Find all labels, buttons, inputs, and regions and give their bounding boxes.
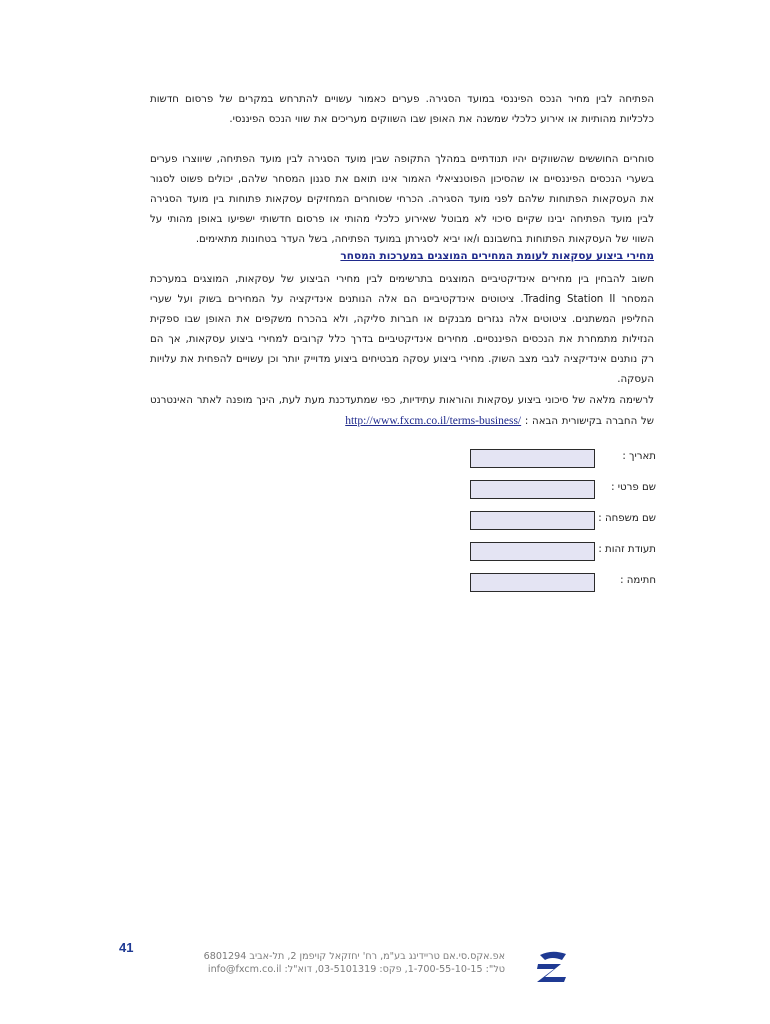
first-name-label: שם פרטי : bbox=[611, 482, 656, 493]
signature-field[interactable] bbox=[470, 573, 595, 592]
page-number: 41 bbox=[119, 940, 134, 955]
company-address bbox=[200, 950, 505, 976]
logo-emblem-icon bbox=[537, 952, 566, 982]
paragraph-prices bbox=[150, 270, 654, 390]
id-number-label: תעודת זהות : bbox=[598, 544, 656, 555]
paragraph-text: לרשימה מלאה של סיכוני ביצוע עסקאות והוראות עתידיות, כפי שמתעדכנת מעת לעת, הינך מופנה לאתר האינטרנט של החברה בקישורית הבאה : bbox=[150, 395, 654, 427]
fxcm-logo bbox=[536, 946, 660, 986]
paragraph-text: חשוב להבחין בין מחירים אינדיקטיביים המוצגים בתרשימים לבין מחירי הביצוע של עסקאות, המוצגים במערכת המסחר bbox=[150, 274, 654, 305]
paragraph-text: . ציטוטים אינדקטיביים הם אלה הנותנים אינדיקציה על המחירים בשוק ועל שערי החליפין המשתנים. ציטוטים אלה נגזרים מבנקים או חברות סליקה, ולא בהכרח משקפים את האופן שבו ספקית הנזילות מתמחרת את הנכסים הפיננסיים. מחירים אינדיקטיביים בדרך כלל קרובים למחירי ביצוע עסקאות, אך הם רק נותנים אינדיקציה לגבי מצב השוק. מחירי ביצוע עסקה מבטיחים ביצוע מדוייק יותר וכן עשויים להפחית את עלויות העסקה. bbox=[150, 294, 654, 385]
form-row-signature bbox=[470, 573, 660, 604]
date-field[interactable] bbox=[470, 449, 595, 468]
paragraph-text: הפתיחה לבין מחיר הנכס הפיננסי במועד הסגירה. פערים כאמור עשויים להתרחש במקרים של פרסום חדשות כלכליות מהותיות או אירוע כלכלי שמשנה את האופן שבו השווקים מעריכים את שווי הנכס הפיננסי. bbox=[150, 94, 654, 125]
form-row-id-number bbox=[470, 542, 660, 573]
paragraph-text: סוחרים החוששים שהשווקים יהיו תנודתיים במהלך התקופה שבין מועד הסגירה לבין מועד הפתיחה, שיווצרו פערים בשערי הנכסים הפיננסיים או שהסיכון הפוטנציאלי האמור אינו תואם את סגנון המסחר שלהם, יכולים פשוט לסגור את העסקאות הפתוחות שלהם לפני מועד הסגירה. הכרחי שסוחרים המחזיקים עסקאות פתוחות בין מועד הסגירה לבין מועד הפתיחה יבינו שקיים סיכוי לא מבוטל שאירוע כלכלי מהותי או פרסום חדשותי ישפיעו באופן מהותי על השווי של העסקאות הפתוחות בחשבונם ו/או יביא לסגירתן במועד הפתיחה, בשל העדר בטחונות מתאימים. bbox=[150, 154, 654, 245]
first-name-field[interactable] bbox=[470, 480, 595, 499]
contact-line: טל": 1-700-55-10-15, פקס: 03-5101319, דוא"ל: info@fxcm.co.il bbox=[207, 964, 505, 975]
paragraph-terms-link bbox=[150, 391, 654, 432]
signature-label: חתימה : bbox=[620, 575, 656, 586]
last-name-field[interactable] bbox=[470, 511, 595, 530]
id-number-field[interactable] bbox=[470, 542, 595, 561]
form-row-last-name bbox=[470, 511, 660, 542]
paragraph-traders-risk bbox=[150, 150, 654, 250]
platform-name: Trading Station II bbox=[523, 294, 616, 305]
section-heading: מחירי ביצוע עסקאות לעומת המחירים המוצגים במערכות המסחר bbox=[340, 250, 654, 262]
last-name-label: שם משפחה : bbox=[598, 513, 656, 524]
terms-business-link[interactable]: http://www.fxcm.co.il/terms-business/ bbox=[345, 415, 522, 427]
signature-form bbox=[470, 449, 660, 604]
address-line: אפ.אקס.סי.אם טריידינג בע"מ, רח' יחזקאל קויפמן 2, תל-אביב 6801294 bbox=[203, 951, 505, 962]
form-row-first-name bbox=[470, 480, 660, 511]
paragraph-gap-risk bbox=[150, 90, 654, 130]
date-label: תאריך : bbox=[622, 451, 656, 462]
form-row-date bbox=[470, 449, 660, 480]
